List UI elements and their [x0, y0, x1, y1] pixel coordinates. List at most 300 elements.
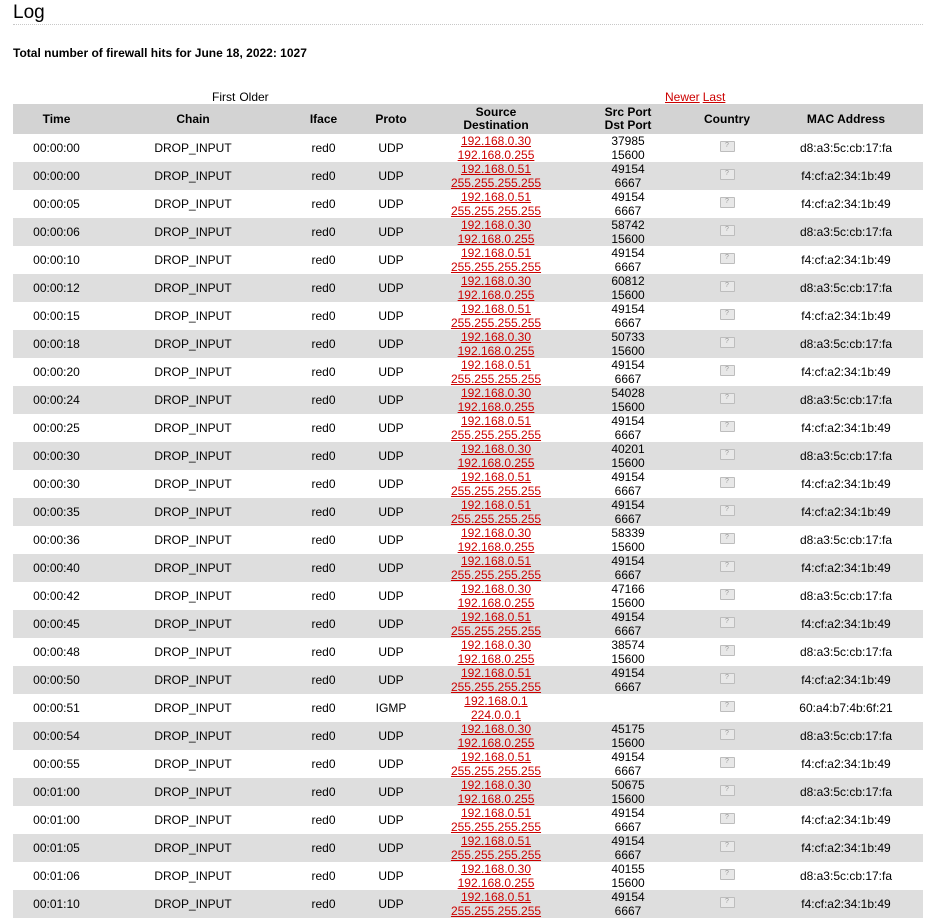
src-port: 40155 — [611, 862, 645, 876]
dst-port: 6667 — [614, 764, 642, 778]
cell-chain: DROP_INPUT — [100, 722, 286, 750]
cell-iface: red0 — [311, 141, 336, 155]
cell-ports — [571, 134, 685, 162]
dst-port: 6667 — [614, 904, 642, 918]
cell-ports — [571, 526, 685, 554]
cell-country — [685, 582, 769, 610]
last-link[interactable]: Last — [702, 90, 726, 104]
cell-iface: red0 — [286, 666, 361, 694]
source-ip-link[interactable]: 192.168.0.51 — [460, 302, 532, 316]
unknown-flag-icon[interactable] — [720, 337, 735, 348]
pagination-left — [212, 90, 273, 104]
cell-mac: d8:a3:5c:cb:17:fa — [769, 386, 923, 414]
cell-proto: UDP — [361, 890, 421, 918]
cell-ports — [571, 190, 685, 218]
cell-iface: red0 — [286, 610, 361, 638]
cell-time: 00:00:12 — [13, 274, 100, 302]
destination-ip-link[interactable]: 255.255.255.255 — [450, 260, 542, 274]
table-row — [13, 694, 923, 722]
cell-source-destination — [421, 190, 571, 218]
src-port: 37985 — [611, 134, 645, 148]
table-row — [13, 274, 923, 302]
cell-mac: f4:cf:a2:34:1b:49 — [801, 757, 891, 771]
destination-ip-link[interactable]: 255.255.255.255 — [450, 764, 542, 778]
src-port: 49154 — [611, 190, 645, 204]
source-ip-link[interactable]: 192.168.0.51 — [460, 806, 532, 820]
unknown-flag-icon[interactable] — [720, 785, 735, 796]
unknown-flag-icon[interactable] — [720, 869, 735, 880]
cell-mac: d8:a3:5c:cb:17:fa — [769, 442, 923, 470]
cell-source-destination — [421, 414, 571, 442]
src-port: 45175 — [611, 722, 645, 736]
cell-source-destination — [421, 470, 571, 498]
cell-mac: d8:a3:5c:cb:17:fa — [769, 218, 923, 246]
destination-ip-link[interactable]: 255.255.255.255 — [450, 204, 542, 218]
dst-port: 15600 — [611, 400, 645, 414]
unknown-flag-icon[interactable] — [720, 253, 735, 264]
cell-source-destination — [421, 498, 571, 526]
cell-chain: DROP_INPUT — [100, 554, 286, 582]
cell-iface: red0 — [311, 645, 336, 659]
cell-proto: UDP — [378, 645, 404, 659]
dst-port: 6667 — [614, 820, 642, 834]
source-ip-link[interactable]: 192.168.0.30 — [460, 442, 532, 456]
destination-ip-link[interactable]: 255.255.255.255 — [450, 176, 542, 190]
cell-proto: UDP — [361, 834, 421, 862]
cell-source-destination — [421, 274, 571, 302]
cell-source-destination — [421, 834, 571, 862]
cell-proto: UDP — [361, 386, 421, 414]
cell-mac: f4:cf:a2:34:1b:49 — [769, 834, 923, 862]
source-ip-link[interactable]: 192.168.0.30 — [460, 862, 532, 876]
cell-mac: f4:cf:a2:34:1b:49 — [769, 666, 923, 694]
src-port: 49154 — [611, 302, 645, 316]
source-ip-link[interactable]: 192.168.0.51 — [460, 190, 532, 204]
cell-ports — [571, 582, 685, 610]
table-row — [13, 834, 923, 862]
cell-proto: UDP — [378, 141, 404, 155]
cell-time: 00:00:42 — [33, 589, 80, 603]
cell-country — [685, 806, 769, 834]
dst-port: 6667 — [614, 316, 642, 330]
destination-ip-link[interactable]: 255.255.255.255 — [450, 484, 542, 498]
unknown-flag-icon[interactable] — [720, 477, 735, 488]
destination-ip-link[interactable]: 192.168.0.255 — [457, 456, 535, 470]
cell-source-destination — [421, 526, 571, 554]
source-ip-link[interactable]: 192.168.0.51 — [460, 498, 532, 512]
cell-proto: UDP — [378, 813, 404, 827]
cell-time: 00:00:20 — [33, 365, 80, 379]
dst-port: 6667 — [614, 204, 642, 218]
unknown-flag-icon[interactable] — [720, 533, 735, 544]
cell-time: 00:00:40 — [13, 554, 100, 582]
cell-chain: DROP_INPUT — [100, 442, 286, 470]
source-ip-link[interactable]: 192.168.0.51 — [460, 246, 532, 260]
dst-port: 15600 — [611, 232, 645, 246]
table-row — [13, 554, 923, 582]
header-mac: MAC Address — [769, 104, 923, 134]
cell-country — [685, 834, 769, 862]
cell-chain: DROP_INPUT — [154, 757, 232, 771]
dst-port: 15600 — [611, 344, 645, 358]
source-ip-link[interactable]: 192.168.0.30 — [460, 722, 532, 736]
destination-ip-link[interactable]: 192.168.0.255 — [457, 232, 535, 246]
table-row — [13, 246, 923, 274]
unknown-flag-icon[interactable] — [720, 365, 735, 376]
source-ip-link[interactable]: 192.168.0.51 — [460, 834, 532, 848]
cell-iface: red0 — [311, 421, 336, 435]
dst-port: 15600 — [611, 652, 645, 666]
destination-ip-link[interactable]: 255.255.255.255 — [450, 848, 542, 862]
pagination-right — [665, 90, 728, 104]
table-row — [13, 750, 923, 778]
cell-mac: d8:a3:5c:cb:17:fa — [769, 778, 923, 806]
cell-country — [685, 218, 769, 246]
cell-chain: DROP_INPUT — [154, 365, 232, 379]
src-port: 49154 — [611, 470, 645, 484]
source-ip-link[interactable]: 192.168.0.51 — [460, 414, 532, 428]
cell-ports — [571, 498, 685, 526]
table-row — [13, 498, 923, 526]
destination-ip-link[interactable]: 192.168.0.255 — [457, 792, 535, 806]
header-chain: Chain — [100, 104, 286, 134]
header-source: Source — [475, 105, 517, 119]
header-ports — [571, 104, 685, 134]
unknown-flag-icon[interactable] — [720, 141, 735, 152]
cell-time: 00:00:45 — [13, 610, 100, 638]
cell-time: 00:00:36 — [33, 533, 80, 547]
cell-chain: DROP_INPUT — [100, 386, 286, 414]
dst-port: 15600 — [611, 876, 645, 890]
cell-iface: red0 — [286, 218, 361, 246]
cell-proto: UDP — [378, 589, 404, 603]
cell-ports — [571, 274, 685, 302]
cell-chain: DROP_INPUT — [154, 141, 232, 155]
source-ip-link[interactable]: 192.168.0.30 — [460, 386, 532, 400]
dst-port: 6667 — [614, 260, 642, 274]
cell-ports — [571, 890, 685, 918]
table-row — [13, 470, 923, 498]
cell-time: 00:00:51 — [33, 701, 80, 715]
cell-proto: UDP — [378, 421, 404, 435]
cell-source-destination — [421, 862, 571, 890]
cell-country — [685, 638, 769, 666]
unknown-flag-icon[interactable] — [720, 309, 735, 320]
destination-ip-link[interactable]: 255.255.255.255 — [450, 568, 542, 582]
header-time: Time — [13, 104, 100, 134]
cell-chain: DROP_INPUT — [100, 330, 286, 358]
source-ip-link[interactable]: 192.168.0.51 — [460, 162, 532, 176]
cell-source-destination — [421, 750, 571, 778]
cell-proto: UDP — [361, 610, 421, 638]
dst-port: 6667 — [614, 484, 642, 498]
cell-iface: red0 — [311, 701, 336, 715]
unknown-flag-icon[interactable] — [720, 617, 735, 628]
cell-source-destination — [421, 302, 571, 330]
destination-ip-link[interactable]: 192.168.0.255 — [457, 400, 535, 414]
cell-iface: red0 — [311, 197, 336, 211]
cell-mac: f4:cf:a2:34:1b:49 — [769, 890, 923, 918]
cell-proto: UDP — [378, 365, 404, 379]
cell-iface: red0 — [311, 869, 336, 883]
destination-ip-link[interactable]: 255.255.255.255 — [450, 904, 542, 918]
cell-chain: DROP_INPUT — [100, 890, 286, 918]
cell-ports — [571, 834, 685, 862]
source-ip-link[interactable]: 192.168.0.30 — [460, 638, 532, 652]
cell-source-destination — [421, 134, 571, 162]
newer-link[interactable]: Newer — [665, 90, 700, 104]
cell-ports — [571, 666, 685, 694]
cell-chain: DROP_INPUT — [100, 218, 286, 246]
destination-ip-link[interactable]: 192.168.0.255 — [457, 652, 535, 666]
cell-mac: f4:cf:a2:34:1b:49 — [769, 610, 923, 638]
table-row — [13, 722, 923, 750]
src-port: 49154 — [611, 890, 645, 904]
cell-source-destination — [421, 554, 571, 582]
cell-source-destination — [421, 330, 571, 358]
cell-source-destination — [421, 386, 571, 414]
source-ip-link[interactable]: 192.168.0.51 — [460, 750, 532, 764]
dst-port: 6667 — [614, 680, 642, 694]
cell-time: 00:01:00 — [13, 778, 100, 806]
unknown-flag-icon[interactable] — [720, 505, 735, 516]
cell-chain: DROP_INPUT — [154, 813, 232, 827]
cell-proto: UDP — [378, 757, 404, 771]
source-ip-link[interactable]: 192.168.0.51 — [460, 358, 532, 372]
table-row — [13, 162, 923, 190]
cell-source-destination — [421, 778, 571, 806]
cell-chain: DROP_INPUT — [100, 834, 286, 862]
unknown-flag-icon[interactable] — [720, 197, 735, 208]
cell-source-destination — [421, 638, 571, 666]
cell-chain: DROP_INPUT — [154, 421, 232, 435]
cell-proto: UDP — [361, 218, 421, 246]
cell-country — [685, 442, 769, 470]
table-row — [13, 610, 923, 638]
cell-mac: d8:a3:5c:cb:17:fa — [799, 141, 893, 155]
unknown-flag-icon[interactable] — [720, 757, 735, 768]
cell-chain: DROP_INPUT — [100, 666, 286, 694]
cell-iface: red0 — [286, 890, 361, 918]
src-port: 49154 — [611, 498, 645, 512]
destination-ip-link[interactable]: 255.255.255.255 — [450, 316, 542, 330]
cell-chain: DROP_INPUT — [154, 477, 232, 491]
cell-ports — [571, 218, 685, 246]
unknown-flag-icon[interactable] — [720, 701, 735, 712]
cell-time: 00:00:25 — [33, 421, 80, 435]
cell-iface: red0 — [286, 722, 361, 750]
cell-source-destination — [421, 666, 571, 694]
cell-proto: UDP — [378, 477, 404, 491]
cell-chain: DROP_INPUT — [154, 701, 232, 715]
cell-ports — [571, 162, 685, 190]
cell-time: 00:00:54 — [13, 722, 100, 750]
cell-country — [685, 274, 769, 302]
cell-chain: DROP_INPUT — [100, 610, 286, 638]
destination-ip-link[interactable]: 255.255.255.255 — [450, 428, 542, 442]
src-port: 50675 — [611, 778, 645, 792]
older-label: Older — [239, 90, 269, 104]
source-ip-link[interactable]: 192.168.0.51 — [460, 470, 532, 484]
cell-ports — [571, 778, 685, 806]
unknown-flag-icon[interactable] — [720, 561, 735, 572]
src-port: 49154 — [611, 610, 645, 624]
source-ip-link[interactable]: 192.168.0.30 — [460, 134, 532, 148]
unknown-flag-icon[interactable] — [720, 449, 735, 460]
src-port: 49154 — [611, 162, 645, 176]
source-ip-link[interactable]: 192.168.0.30 — [460, 582, 532, 596]
source-ip-link[interactable]: 192.168.0.51 — [460, 554, 532, 568]
cell-source-destination — [421, 442, 571, 470]
cell-ports — [571, 750, 685, 778]
table-row — [13, 386, 923, 414]
cell-chain: DROP_INPUT — [100, 274, 286, 302]
firewall-hits-summary: Total number of firewall hits for June 18, 2022: 1027 — [13, 46, 307, 60]
cell-source-destination — [421, 358, 571, 386]
cell-chain: DROP_INPUT — [154, 309, 232, 323]
source-ip-link[interactable]: 192.168.0.1 — [464, 694, 528, 708]
src-port: 49154 — [611, 358, 645, 372]
cell-iface: red0 — [311, 365, 336, 379]
cell-proto: IGMP — [375, 701, 407, 715]
cell-country — [685, 862, 769, 890]
cell-country — [685, 666, 769, 694]
src-port: 50733 — [611, 330, 645, 344]
table-row — [13, 526, 923, 554]
source-ip-link[interactable]: 192.168.0.30 — [460, 330, 532, 344]
unknown-flag-icon[interactable] — [720, 813, 735, 824]
src-port: 40201 — [611, 442, 645, 456]
destination-ip-link[interactable]: 224.0.0.1 — [470, 708, 522, 722]
cell-ports — [571, 694, 685, 722]
cell-time: 00:00:00 — [33, 141, 80, 155]
unknown-flag-icon[interactable] — [720, 841, 735, 852]
cell-mac: f4:cf:a2:34:1b:49 — [801, 813, 891, 827]
table-row — [13, 890, 923, 918]
title-divider — [13, 24, 923, 25]
cell-source-destination — [421, 246, 571, 274]
destination-ip-link[interactable]: 192.168.0.255 — [457, 288, 535, 302]
destination-ip-link[interactable]: 255.255.255.255 — [450, 820, 542, 834]
header-destination: Destination — [463, 118, 529, 132]
src-port: 49154 — [611, 414, 645, 428]
unknown-flag-icon[interactable] — [720, 393, 735, 404]
cell-mac: f4:cf:a2:34:1b:49 — [801, 253, 891, 267]
cell-ports — [571, 610, 685, 638]
cell-mac: f4:cf:a2:34:1b:49 — [801, 477, 891, 491]
unknown-flag-icon[interactable] — [720, 645, 735, 656]
cell-time: 00:00:55 — [33, 757, 80, 771]
cell-mac: f4:cf:a2:34:1b:49 — [769, 162, 923, 190]
cell-ports — [571, 302, 685, 330]
destination-ip-link[interactable]: 255.255.255.255 — [450, 624, 542, 638]
cell-country — [685, 470, 769, 498]
destination-ip-link[interactable]: 255.255.255.255 — [450, 512, 542, 526]
cell-time: 00:00:24 — [13, 386, 100, 414]
unknown-flag-icon[interactable] — [720, 281, 735, 292]
source-ip-link[interactable]: 192.168.0.30 — [460, 526, 532, 540]
destination-ip-link[interactable]: 192.168.0.255 — [457, 344, 535, 358]
table-row — [13, 582, 923, 610]
src-port: 58742 — [611, 218, 645, 232]
cell-country — [685, 890, 769, 918]
cell-ports — [571, 470, 685, 498]
dst-port: 15600 — [611, 736, 645, 750]
unknown-flag-icon[interactable] — [720, 589, 735, 600]
table-row — [13, 806, 923, 834]
cell-mac: f4:cf:a2:34:1b:49 — [769, 498, 923, 526]
header-src-port: Src Port — [604, 105, 652, 119]
cell-iface: red0 — [311, 757, 336, 771]
destination-ip-link[interactable]: 192.168.0.255 — [457, 876, 535, 890]
cell-mac: 60:a4:b7:4b:6f:21 — [799, 701, 893, 715]
cell-country — [685, 414, 769, 442]
cell-chain: DROP_INPUT — [154, 197, 232, 211]
cell-country — [685, 330, 769, 358]
cell-time: 00:00:10 — [33, 253, 80, 267]
cell-source-destination — [421, 218, 571, 246]
destination-ip-link[interactable]: 192.168.0.255 — [457, 596, 535, 610]
first-label: First — [212, 90, 236, 104]
dst-port: 15600 — [611, 148, 645, 162]
cell-time: 00:00:15 — [33, 309, 80, 323]
source-ip-link[interactable]: 192.168.0.51 — [460, 610, 532, 624]
unknown-flag-icon[interactable] — [720, 729, 735, 740]
cell-country — [685, 778, 769, 806]
dst-port: 15600 — [611, 456, 645, 470]
cell-iface: red0 — [286, 330, 361, 358]
unknown-flag-icon[interactable] — [720, 421, 735, 432]
source-ip-link[interactable]: 192.168.0.30 — [460, 778, 532, 792]
dst-port: 6667 — [614, 176, 642, 190]
unknown-flag-icon[interactable] — [720, 169, 735, 180]
destination-ip-link[interactable]: 255.255.255.255 — [450, 680, 542, 694]
header-proto: Proto — [361, 104, 421, 134]
table-row — [13, 414, 923, 442]
cell-country — [685, 246, 769, 274]
source-ip-link[interactable]: 192.168.0.51 — [460, 890, 532, 904]
cell-time: 00:00:30 — [33, 477, 80, 491]
destination-ip-link[interactable]: 192.168.0.255 — [457, 736, 535, 750]
source-ip-link[interactable]: 192.168.0.30 — [460, 274, 532, 288]
dst-port: 6667 — [614, 372, 642, 386]
cell-mac: f4:cf:a2:34:1b:49 — [801, 421, 891, 435]
cell-country — [685, 722, 769, 750]
source-ip-link[interactable]: 192.168.0.30 — [460, 218, 532, 232]
cell-ports — [571, 722, 685, 750]
source-ip-link[interactable]: 192.168.0.51 — [460, 666, 532, 680]
unknown-flag-icon[interactable] — [720, 897, 735, 908]
cell-iface: red0 — [286, 778, 361, 806]
cell-mac: d8:a3:5c:cb:17:fa — [799, 589, 893, 603]
unknown-flag-icon[interactable] — [720, 225, 735, 236]
cell-country — [685, 526, 769, 554]
cell-mac: f4:cf:a2:34:1b:49 — [801, 309, 891, 323]
src-port: 38574 — [611, 638, 645, 652]
cell-time: 00:00:00 — [13, 162, 100, 190]
destination-ip-link[interactable]: 192.168.0.255 — [457, 540, 535, 554]
cell-time: 00:01:05 — [13, 834, 100, 862]
src-port: 49154 — [611, 666, 645, 680]
destination-ip-link[interactable]: 192.168.0.255 — [457, 148, 535, 162]
cell-mac: f4:cf:a2:34:1b:49 — [769, 554, 923, 582]
cell-time: 00:00:05 — [33, 197, 80, 211]
destination-ip-link[interactable]: 255.255.255.255 — [450, 372, 542, 386]
cell-iface: red0 — [311, 589, 336, 603]
unknown-flag-icon[interactable] — [720, 673, 735, 684]
cell-proto: UDP — [361, 442, 421, 470]
cell-iface: red0 — [311, 253, 336, 267]
